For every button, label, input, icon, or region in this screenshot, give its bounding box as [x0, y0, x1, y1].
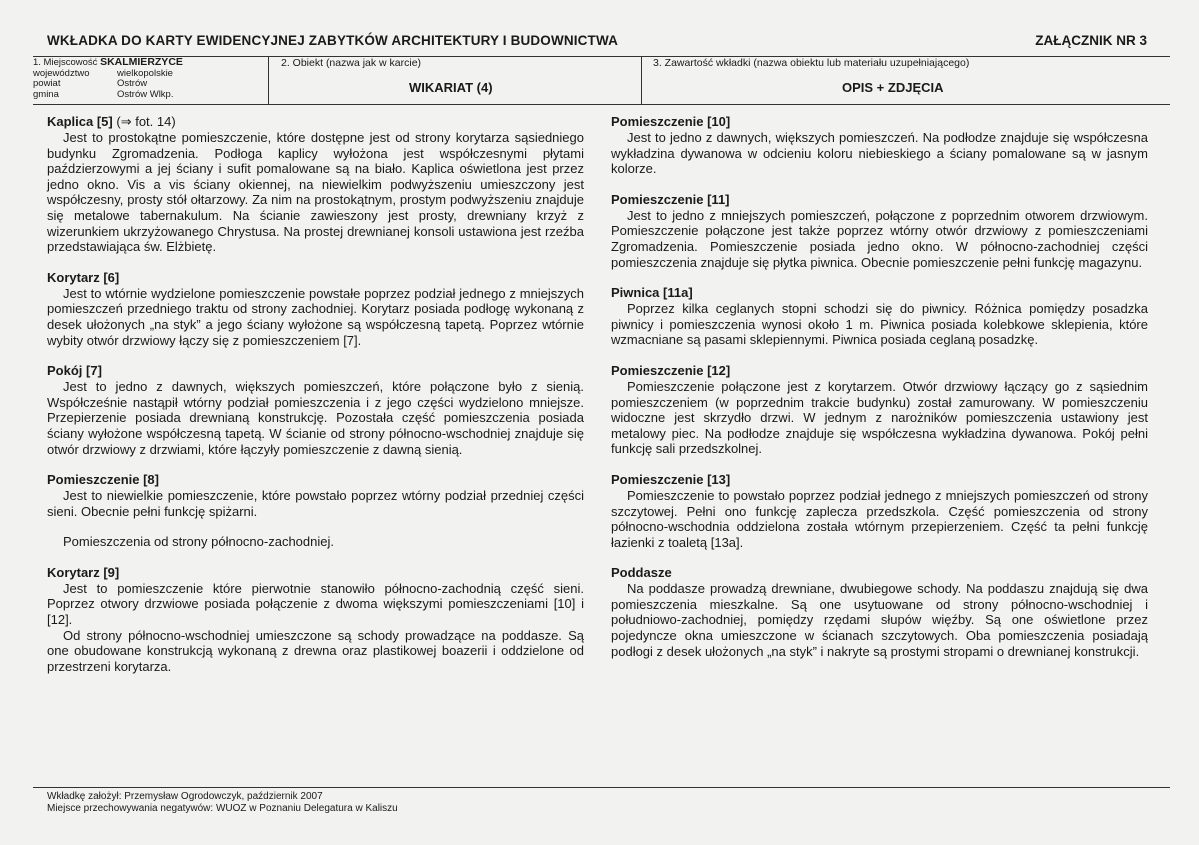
section-heading [611, 472, 1148, 488]
section-paragraph: Jest to jedno z dawnych, większych pomieszczeń, które połączone było z sienią. Współcześnie nastąpił wtórny podział pomieszczenia i z jego części wydzielono mniejsze. Przepierzenie posiada drewnianą konstrukcję. Pozostała część pomieszczenia posiada ściany wyłożone współczesną tapetą. W ścianie od strony północno-wschodniej znajduje się otwór drzwiowy z drzwiami, które łączyły pomieszczenie z dawną sienią. [47, 379, 584, 457]
room-section [611, 114, 1148, 177]
contents-label: 3. Zawartość wkładki (nazwa obiektu lub materiału uzupełniającego) [653, 57, 970, 69]
section-heading [47, 565, 584, 581]
section-title: Pomieszczenie [8] [47, 472, 159, 488]
section-paragraph: Jest to pomieszczenie które pierwotnie stanowiło północno-zachodnią część sieni. Poprzez otwory drzwiowe posiada połączenie z dwoma większymi pomieszczeniami [10] i [12]. [47, 580, 584, 628]
location-row-value: Ostrów Wlkp. [117, 88, 174, 100]
section-paragraph: Jest to jedno z dawnych, większych pomieszczeń. Na podłodze znajduje się współczesna wykładzina dywanowa w odcieniu koloru niebieskiego a ściany pomalowane są w jasnym kolorze. [611, 130, 1148, 177]
location-row-value: Ostrów [117, 78, 148, 89]
contents-box [653, 57, 1173, 95]
location-row-key: województwo [33, 67, 90, 79]
room-section [611, 363, 1148, 457]
annex-number: ZAŁĄCZNIK NR 3 [1035, 33, 1147, 48]
object-label: 2. Obiekt (nazwa jak w karcie) [281, 57, 422, 69]
section-paragraph: Jest to niewielkie pomieszczenie, które powstało poprzez wtórny podział przedniej części sieni. Obecnie pełni funkcję spiżarni. [47, 488, 584, 519]
section-heading [611, 114, 1148, 130]
section-title: Pomieszczenie [11] [611, 191, 730, 207]
object-value: WIKARIAT (4) [409, 80, 493, 95]
room-section [611, 565, 1148, 659]
section-title: Korytarz [9] [47, 564, 120, 580]
section-title: Pokój [7] [47, 363, 102, 379]
location-row [33, 69, 265, 80]
location-row-key: gmina [33, 88, 59, 100]
location-row-value: wielkopolskie [117, 67, 173, 79]
section-paragraph: Jest to prostokątne pomieszczenie, które dostępne jest od strony korytarza sąsiedniego budynku Zgromadzenia. Podłoga kaplicy wyłożona jest współczesnymi płytami paździerzowymi a jej ściany i sufit pomalowane są na biało. Kaplica oświetlona jest przez jedno okno. Vis a vis ściany okiennej, na niewielkim podwyższeniu umieszczony jest współczesny, prosty stół ołtarzowy. Za nim na prostokątnym, prostym podwyższeniu znajduje się metalowe tabernakulum. Na ścianie zawieszony jest prosty, drewniany krzyż z wizerunkiem ukrzyżowanego Chrystusa. Na prostej drewnianej konsoli ustawiona jest rzeźba przedstawiająca św. Elżbietę. [47, 130, 584, 255]
section-title: Pomieszczenie [12] [611, 362, 731, 378]
location-row-key: powiat [33, 78, 61, 89]
location-place: SKALMIERZYCE [100, 56, 183, 68]
contents-value: OPIS + ZDJĘCIA [842, 80, 944, 95]
section-paragraph: Pomieszczenia od strony północno-zachodniej. [63, 534, 334, 550]
room-section [47, 472, 584, 519]
section-title: Kaplica [5] [47, 114, 113, 129]
section-heading [611, 192, 1148, 208]
room-section [47, 534, 584, 550]
box-divider-1 [268, 56, 269, 104]
room-section [47, 270, 584, 348]
document-title: WKŁADKA DO KARTY EWIDENCYJNEJ ZABYTKÓW ARCHITEKTURY I BUDOWNICTWA [47, 33, 618, 48]
location-box [33, 57, 265, 100]
section-paragraph: Poprzez kilka ceglanych stopni schodzi się do piwnicy. Różnica pomiędzy posadzka piwnicy i pomieszczenia wynosi około 1 m. Piwnica posiada kolebkowe sklepienia, które wzmacniane są pasami sklepiennymi. Piwnica posiada ceglaną posadzkę. [611, 301, 1148, 348]
footer-negatives-location: Miejsce przechowywania negatywów: WUOZ w Poznaniu Delegatura w Kaliszu [47, 803, 398, 815]
header-rule-bottom [33, 104, 1170, 105]
section-heading [611, 363, 1148, 379]
footer-rule [33, 787, 1170, 788]
location-row [33, 79, 265, 90]
room-section [47, 363, 584, 457]
section-heading [47, 472, 584, 488]
footer-author: Wkładkę założył: Przemysław Ogrodowczyk, październik 2007 [47, 791, 323, 802]
section-paragraph: Jest to jedno z mniejszych pomieszczeń, połączone z poprzednim otworem drzwiowym. Pomieszczenie połączone jest także poprzez wtórny otwór drzwiowy z pomieszczeniami Zgromadzenia. Pomieszczenie posiada jedno okno. W północno-zachodniej części pomieszczenia znajduje się płytka piwnica. Obecnie pomieszczenie pełni funkcję magazynu. [611, 207, 1148, 270]
room-section [611, 285, 1148, 348]
footer [47, 791, 398, 816]
section-title: Pomieszczenie [10] [611, 114, 731, 129]
left-column [47, 114, 584, 689]
right-column [611, 114, 1148, 674]
section-paragraph: Od strony północno-wschodniej umieszczone są schody prowadzące na poddasze. Są one obudowane konstrukcją wykonaną z drewna oraz plastikowej boazerii i oddzielone od przestrzeni korytarza. [47, 627, 584, 674]
section-title: Korytarz [6] [47, 269, 120, 285]
section-heading [611, 285, 1148, 301]
location-row [33, 90, 265, 101]
section-title: Poddasze [611, 565, 672, 581]
section-title: Piwnica [11a] [611, 285, 693, 301]
box-divider-2 [641, 56, 642, 104]
location-label: 1. Miejscowość [33, 57, 98, 68]
section-heading [611, 565, 1148, 581]
section-paragraph: Pomieszczenie połączone jest z korytarzem. Otwór drzwiowy łączący go z sąsiednim pomieszczeniem (w poprzednim trakcie budynku) został zamurowany. W pomieszczeniu widoczne jest skrzydło drzwi. W jednym z narożników pomieszczenia ustawiony jest metalowy piec. Na podłodze znajduje się współczesna wykładzina dywanowa. Pokój pełni funkcję sali przedszkolnej. [611, 378, 1148, 457]
room-section [47, 565, 584, 675]
section-heading [47, 114, 584, 130]
section-paragraph: Pomieszczenie to powstało poprzez podział jednego z mniejszych pomieszczeń od strony szczytowej. Pełni ono funkcję zaplecza przedszkola. Część pomieszczenia od strony północno-wschodnia oddzielona została wtórnym przepierzeniem. Część ta pełni funkcję łazienki z toaletą [13a]. [611, 487, 1148, 550]
section-title: Pomieszczenie [13] [611, 471, 731, 487]
section-paragraph: Jest to wtórnie wydzielone pomieszczenie powstałe poprzez podział jednego z mniejszych pomieszczeń przedniego traktu od strony zachodniej. Korytarz posiada podłogę wykonaną z desek ułożonych „na styk” a jego ściany wyłożone są współczesną tapetą. Poprzez wtórnie wybity otwór drzwiowy łączy się z pomieszczeniem [7]. [47, 285, 584, 348]
room-section [611, 472, 1148, 550]
object-box [281, 57, 641, 95]
room-section [47, 114, 584, 255]
room-section [611, 192, 1148, 270]
photo-reference: (⇒ fot. 14) [116, 114, 176, 129]
section-heading [47, 363, 584, 379]
section-paragraph: Na poddasze prowadzą drewniane, dwubiegowe schody. Na poddaszu znajdują się dwa pomieszczenia mieszkalne. Są one usytuowane od strony północno-wschodniej i południowo-zachodniej, pomiędzy rzędami słupów więźby. Są one oświetlone przez pojedyncze okna umieszczone w ścianach szczytowych. Oba pomieszczenia posiadają podłogi z desek ułożonych „na styk” i nakryte są prostymi stropami o drewnianej konstrukcji. [611, 581, 1148, 659]
section-heading [47, 270, 584, 286]
